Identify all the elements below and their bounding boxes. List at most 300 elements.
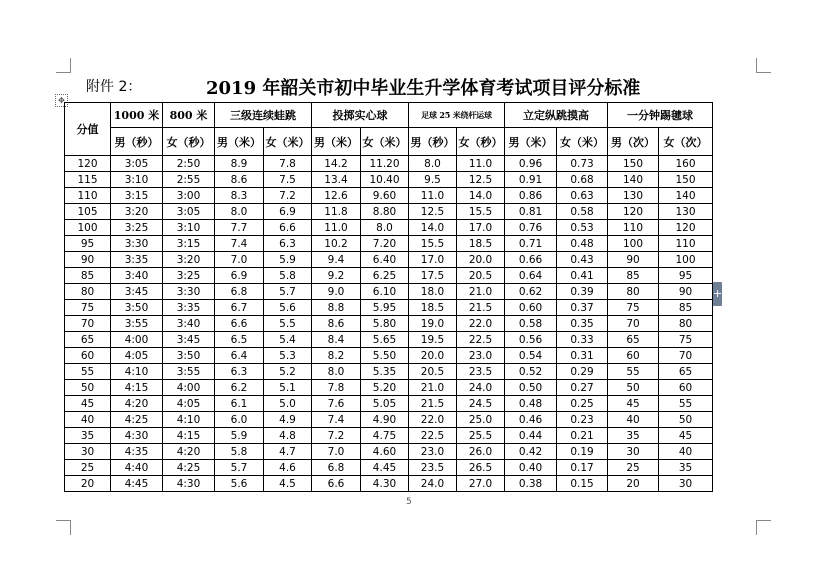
table-cell: 5.95 (361, 300, 409, 316)
table-cell: 12.5 (409, 204, 457, 220)
unit-header: 男（米） (215, 128, 264, 156)
table-cell: 130 (659, 204, 713, 220)
table-cell: 4:10 (163, 412, 215, 428)
table-cell: 0.29 (557, 364, 608, 380)
table-cell: 0.62 (505, 284, 557, 300)
table-cell: 0.17 (557, 460, 608, 476)
table-cell: 4.90 (361, 412, 409, 428)
score-value-cell: 20 (65, 476, 111, 492)
table-move-icon[interactable]: ✥ (55, 94, 68, 107)
table-cell: 6.25 (361, 268, 409, 284)
table-cell: 0.31 (557, 348, 608, 364)
table-cell: 4:20 (163, 444, 215, 460)
score-value-cell: 35 (65, 428, 111, 444)
table-cell: 0.15 (557, 476, 608, 492)
unit-header: 女（次） (659, 128, 713, 156)
table-cell: 4:35 (111, 444, 163, 460)
table-cell: 0.53 (557, 220, 608, 236)
table-cell: 0.58 (557, 204, 608, 220)
score-value-cell: 80 (65, 284, 111, 300)
table-cell: 3:25 (163, 268, 215, 284)
table-cell: 7.2 (312, 428, 361, 444)
table-cell: 85 (608, 268, 659, 284)
table-cell: 21.0 (457, 284, 505, 300)
table-cell: 0.48 (505, 396, 557, 412)
table-cell: 22.0 (409, 412, 457, 428)
table-cell: 5.9 (215, 428, 264, 444)
table-cell: 9.2 (312, 268, 361, 284)
table-cell: 0.54 (505, 348, 557, 364)
table-cell: 24.5 (457, 396, 505, 412)
table-cell: 8.6 (215, 172, 264, 188)
table-cell: 8.2 (312, 348, 361, 364)
table-cell: 4:20 (111, 396, 163, 412)
table-cell: 21.5 (457, 300, 505, 316)
table-cell: 0.71 (505, 236, 557, 252)
table-cell: 7.20 (361, 236, 409, 252)
table-cell: 3:05 (163, 204, 215, 220)
table-cell: 4:00 (111, 332, 163, 348)
table-cell: 4.45 (361, 460, 409, 476)
table-cell: 22.5 (457, 332, 505, 348)
table-cell: 0.76 (505, 220, 557, 236)
table-cell: 24.0 (457, 380, 505, 396)
table-cell: 4:30 (163, 476, 215, 492)
unit-header: 男（秒） (409, 128, 457, 156)
table-cell: 4:45 (111, 476, 163, 492)
table-cell: 45 (608, 396, 659, 412)
table-cell: 5.7 (264, 284, 312, 300)
table-cell: 20.0 (457, 252, 505, 268)
score-value-cell: 60 (65, 348, 111, 364)
attachment-label: 附件 2： (86, 79, 142, 95)
table-cell: 5.7 (215, 460, 264, 476)
table-cell: 20.0 (409, 348, 457, 364)
table-cell: 13.4 (312, 172, 361, 188)
table-cell: 0.68 (557, 172, 608, 188)
table-cell: 4:40 (111, 460, 163, 476)
unit-header: 女（秒） (457, 128, 505, 156)
table-cell: 90 (659, 284, 713, 300)
table-cell: 11.0 (409, 188, 457, 204)
table-cell: 6.8 (312, 460, 361, 476)
unit-header: 女（米） (264, 128, 312, 156)
unit-header: 女（米） (557, 128, 608, 156)
score-value-cell: 95 (65, 236, 111, 252)
table-cell: 3:30 (111, 236, 163, 252)
table-cell: 7.8 (312, 380, 361, 396)
table-cell: 0.60 (505, 300, 557, 316)
table-cell: 150 (608, 156, 659, 172)
table-cell: 4:00 (163, 380, 215, 396)
table-cell: 17.0 (409, 252, 457, 268)
crop-mark-bottom-right (756, 520, 771, 535)
table-cell: 7.0 (215, 252, 264, 268)
table-cell: 85 (659, 300, 713, 316)
table-cell: 8.0 (409, 156, 457, 172)
table-cell: 5.8 (264, 268, 312, 284)
table-cell: 70 (608, 316, 659, 332)
page-number: 5 (406, 497, 412, 507)
table-cell: 55 (608, 364, 659, 380)
event-header: 一分钟踢毽球 (608, 103, 713, 128)
table-cell: 19.0 (409, 316, 457, 332)
crop-mark-bottom-left (56, 520, 71, 535)
event-header: 立定纵跳摸高 (505, 103, 608, 128)
table-cell: 0.73 (557, 156, 608, 172)
table-cell: 8.0 (215, 204, 264, 220)
table-cell: 18.0 (409, 284, 457, 300)
table-cell: 10.40 (361, 172, 409, 188)
table-cell: 75 (659, 332, 713, 348)
table-cell: 5.1 (264, 380, 312, 396)
table-cell: 7.7 (215, 220, 264, 236)
score-value-cell: 100 (65, 220, 111, 236)
table-cell: 3:45 (111, 284, 163, 300)
table-cell: 120 (659, 220, 713, 236)
table-cell: 0.46 (505, 412, 557, 428)
table-row (65, 396, 713, 412)
table-cell: 8.6 (312, 316, 361, 332)
table-cell: 19.5 (409, 332, 457, 348)
table-cell: 23.5 (409, 460, 457, 476)
table-row (65, 252, 713, 268)
table-cell: 9.60 (361, 188, 409, 204)
table-cell: 3:10 (111, 172, 163, 188)
table-cell: 6.5 (215, 332, 264, 348)
table-cell: 3:55 (163, 364, 215, 380)
table-cell: 0.40 (505, 460, 557, 476)
table-cell: 4.9 (264, 412, 312, 428)
table-cell: 50 (659, 412, 713, 428)
table-row (65, 332, 713, 348)
table-cell: 80 (659, 316, 713, 332)
table-cell: 0.50 (505, 380, 557, 396)
table-cell: 0.38 (505, 476, 557, 492)
table-row (65, 428, 713, 444)
table-cell: 14.0 (409, 220, 457, 236)
table-cell: 5.3 (264, 348, 312, 364)
table-cell: 26.0 (457, 444, 505, 460)
table-row (65, 204, 713, 220)
table-row (65, 220, 713, 236)
table-row (65, 460, 713, 476)
table-cell: 160 (659, 156, 713, 172)
unit-header: 女（秒） (163, 128, 215, 156)
table-cell: 3:20 (111, 204, 163, 220)
table-cell: 7.0 (312, 444, 361, 460)
table-cell: 4:15 (111, 380, 163, 396)
table-cell: 3:45 (163, 332, 215, 348)
table-cell: 6.6 (312, 476, 361, 492)
table-cell: 2:55 (163, 172, 215, 188)
event-header: 三级连续蛙跳 (215, 103, 312, 128)
table-cell: 6.2 (215, 380, 264, 396)
table-cell: 100 (659, 252, 713, 268)
table-cell: 20.5 (457, 268, 505, 284)
table-cell: 5.0 (264, 396, 312, 412)
table-cell: 3:35 (163, 300, 215, 316)
crop-mark-top-right (756, 58, 771, 73)
table-cell: 3:25 (111, 220, 163, 236)
table-cell: 4:10 (111, 364, 163, 380)
score-value-cell: 115 (65, 172, 111, 188)
table-cell: 6.3 (264, 236, 312, 252)
score-value-cell: 25 (65, 460, 111, 476)
table-row (65, 156, 713, 172)
table-row (65, 188, 713, 204)
table-cell: 22.5 (409, 428, 457, 444)
table-cell: 17.0 (457, 220, 505, 236)
table-cell: 9.0 (312, 284, 361, 300)
table-cell: 6.1 (215, 396, 264, 412)
table-cell: 5.5 (264, 316, 312, 332)
table-cell: 8.3 (215, 188, 264, 204)
table-cell: 0.21 (557, 428, 608, 444)
table-row (65, 268, 713, 284)
table-row (65, 444, 713, 460)
table-row (65, 476, 713, 492)
table-cell: 25 (608, 460, 659, 476)
table-cell: 4.8 (264, 428, 312, 444)
table-row (65, 364, 713, 380)
table-cell: 5.9 (264, 252, 312, 268)
table-cell: 65 (659, 364, 713, 380)
table-cell: 25.0 (457, 412, 505, 428)
table-cell: 50 (608, 380, 659, 396)
table-cell: 20.5 (409, 364, 457, 380)
crop-mark-top-left (56, 58, 71, 73)
table-cell: 21.5 (409, 396, 457, 412)
table-cell: 65 (608, 332, 659, 348)
table-cell: 6.6 (264, 220, 312, 236)
table-cell: 0.86 (505, 188, 557, 204)
table-cell: 7.6 (312, 396, 361, 412)
score-value-cell: 55 (65, 364, 111, 380)
table-cell: 100 (608, 236, 659, 252)
event-header: 1000 米 (111, 103, 163, 128)
table-row (65, 284, 713, 300)
table-cell: 3:00 (163, 188, 215, 204)
table-cell: 0.43 (557, 252, 608, 268)
table-cell: 0.37 (557, 300, 608, 316)
unit-header: 男（次） (608, 128, 659, 156)
score-value-cell: 85 (65, 268, 111, 284)
table-cell: 0.58 (505, 316, 557, 332)
table-cell: 12.5 (457, 172, 505, 188)
table-cell: 0.23 (557, 412, 608, 428)
table-cell: 120 (608, 204, 659, 220)
table-cell: 5.20 (361, 380, 409, 396)
table-cell: 23.5 (457, 364, 505, 380)
table-row (65, 300, 713, 316)
table-cell: 3:35 (111, 252, 163, 268)
table-cell: 6.40 (361, 252, 409, 268)
table-cell: 3:40 (163, 316, 215, 332)
table-cell: 4:05 (111, 348, 163, 364)
score-value-cell: 30 (65, 444, 111, 460)
table-cell: 6.9 (264, 204, 312, 220)
table-cell: 23.0 (409, 444, 457, 460)
table-cell: 4.60 (361, 444, 409, 460)
table-cell: 6.0 (215, 412, 264, 428)
score-header: 分值 (65, 103, 111, 156)
table-cell: 8.0 (312, 364, 361, 380)
table-cell: 12.6 (312, 188, 361, 204)
page-title: 2019 年韶关市初中毕业生升学体育考试项目评分标准 (206, 78, 641, 99)
score-value-cell: 50 (65, 380, 111, 396)
table-cell: 140 (608, 172, 659, 188)
table-cell: 30 (608, 444, 659, 460)
table-cell: 14.0 (457, 188, 505, 204)
table-cell: 0.41 (557, 268, 608, 284)
table-cell: 15.5 (457, 204, 505, 220)
table-cell: 6.7 (215, 300, 264, 316)
table-cell: 0.64 (505, 268, 557, 284)
table-cell: 0.33 (557, 332, 608, 348)
table-cell: 5.05 (361, 396, 409, 412)
table-cell: 130 (608, 188, 659, 204)
table-cell: 0.66 (505, 252, 557, 268)
table-cell: 0.42 (505, 444, 557, 460)
score-value-cell: 75 (65, 300, 111, 316)
score-value-cell: 40 (65, 412, 111, 428)
table-cell: 6.3 (215, 364, 264, 380)
table-cell: 0.44 (505, 428, 557, 444)
table-cell: 4:25 (111, 412, 163, 428)
table-cell: 0.39 (557, 284, 608, 300)
table-cell: 6.10 (361, 284, 409, 300)
table-cell: 0.56 (505, 332, 557, 348)
table-cell: 20 (608, 476, 659, 492)
table-row (65, 236, 713, 252)
table-row (65, 412, 713, 428)
unit-header: 男（米） (312, 128, 361, 156)
table-cell: 3:50 (163, 348, 215, 364)
table-cell: 9.5 (409, 172, 457, 188)
table-cell: 8.80 (361, 204, 409, 220)
table-cell: 7.8 (264, 156, 312, 172)
table-cell: 4:05 (163, 396, 215, 412)
table-cell: 3:30 (163, 284, 215, 300)
table-cell: 8.9 (215, 156, 264, 172)
score-value-cell: 110 (65, 188, 111, 204)
table-cell: 0.91 (505, 172, 557, 188)
table-cell: 7.4 (312, 412, 361, 428)
table-cell: 5.4 (264, 332, 312, 348)
table-cell: 5.80 (361, 316, 409, 332)
table-cell: 27.0 (457, 476, 505, 492)
table-cell: 17.5 (409, 268, 457, 284)
table-cell: 110 (659, 236, 713, 252)
table-cell: 35 (659, 460, 713, 476)
table-cell: 8.4 (312, 332, 361, 348)
score-value-cell: 120 (65, 156, 111, 172)
table-cell: 23.0 (457, 348, 505, 364)
score-value-cell: 45 (65, 396, 111, 412)
table-cell: 18.5 (409, 300, 457, 316)
table-cell: 9.4 (312, 252, 361, 268)
table-cell: 6.9 (215, 268, 264, 284)
table-cell: 6.8 (215, 284, 264, 300)
table-cell: 5.65 (361, 332, 409, 348)
table-cell: 150 (659, 172, 713, 188)
table-cell: 70 (659, 348, 713, 364)
table-cell: 3:15 (163, 236, 215, 252)
table-cell: 25.5 (457, 428, 505, 444)
expand-plus-icon[interactable]: + (713, 282, 722, 306)
score-value-cell: 105 (65, 204, 111, 220)
table-cell: 11.20 (361, 156, 409, 172)
table-cell: 5.50 (361, 348, 409, 364)
table-cell: 4.6 (264, 460, 312, 476)
table-cell: 22.0 (457, 316, 505, 332)
table-cell: 5.8 (215, 444, 264, 460)
table-cell: 18.5 (457, 236, 505, 252)
table-cell: 8.8 (312, 300, 361, 316)
score-value-cell: 70 (65, 316, 111, 332)
table-cell: 4:15 (163, 428, 215, 444)
table-cell: 75 (608, 300, 659, 316)
unit-header: 女（米） (361, 128, 409, 156)
table-cell: 0.96 (505, 156, 557, 172)
table-cell: 110 (608, 220, 659, 236)
table-cell: 0.63 (557, 188, 608, 204)
table-cell: 40 (659, 444, 713, 460)
header-row-events (65, 103, 713, 128)
table-row (65, 348, 713, 364)
table-row (65, 316, 713, 332)
table-cell: 5.6 (215, 476, 264, 492)
table-cell: 6.6 (215, 316, 264, 332)
table-cell: 4:30 (111, 428, 163, 444)
table-cell: 5.2 (264, 364, 312, 380)
table-cell: 0.52 (505, 364, 557, 380)
table-cell: 40 (608, 412, 659, 428)
unit-header: 男（秒） (111, 128, 163, 156)
table-cell: 55 (659, 396, 713, 412)
table-cell: 4.5 (264, 476, 312, 492)
table-cell: 4.7 (264, 444, 312, 460)
table-cell: 7.5 (264, 172, 312, 188)
table-cell: 4:25 (163, 460, 215, 476)
table-cell: 30 (659, 476, 713, 492)
table-cell: 10.2 (312, 236, 361, 252)
table-cell: 3:15 (111, 188, 163, 204)
event-header: 投掷实心球 (312, 103, 409, 128)
table-cell: 90 (608, 252, 659, 268)
table-cell: 3:10 (163, 220, 215, 236)
table-cell: 0.25 (557, 396, 608, 412)
table-cell: 11.8 (312, 204, 361, 220)
table-cell: 3:40 (111, 268, 163, 284)
table-cell: 60 (608, 348, 659, 364)
table-cell: 0.48 (557, 236, 608, 252)
score-table (64, 102, 713, 492)
table-cell: 11.0 (457, 156, 505, 172)
table-cell: 3:50 (111, 300, 163, 316)
table-cell: 5.35 (361, 364, 409, 380)
table-cell: 7.2 (264, 188, 312, 204)
header-row-units (65, 128, 713, 156)
table-cell: 6.4 (215, 348, 264, 364)
table-cell: 15.5 (409, 236, 457, 252)
table-cell: 35 (608, 428, 659, 444)
table-cell: 7.4 (215, 236, 264, 252)
table-cell: 11.0 (312, 220, 361, 236)
table-cell: 3:55 (111, 316, 163, 332)
table-cell: 80 (608, 284, 659, 300)
